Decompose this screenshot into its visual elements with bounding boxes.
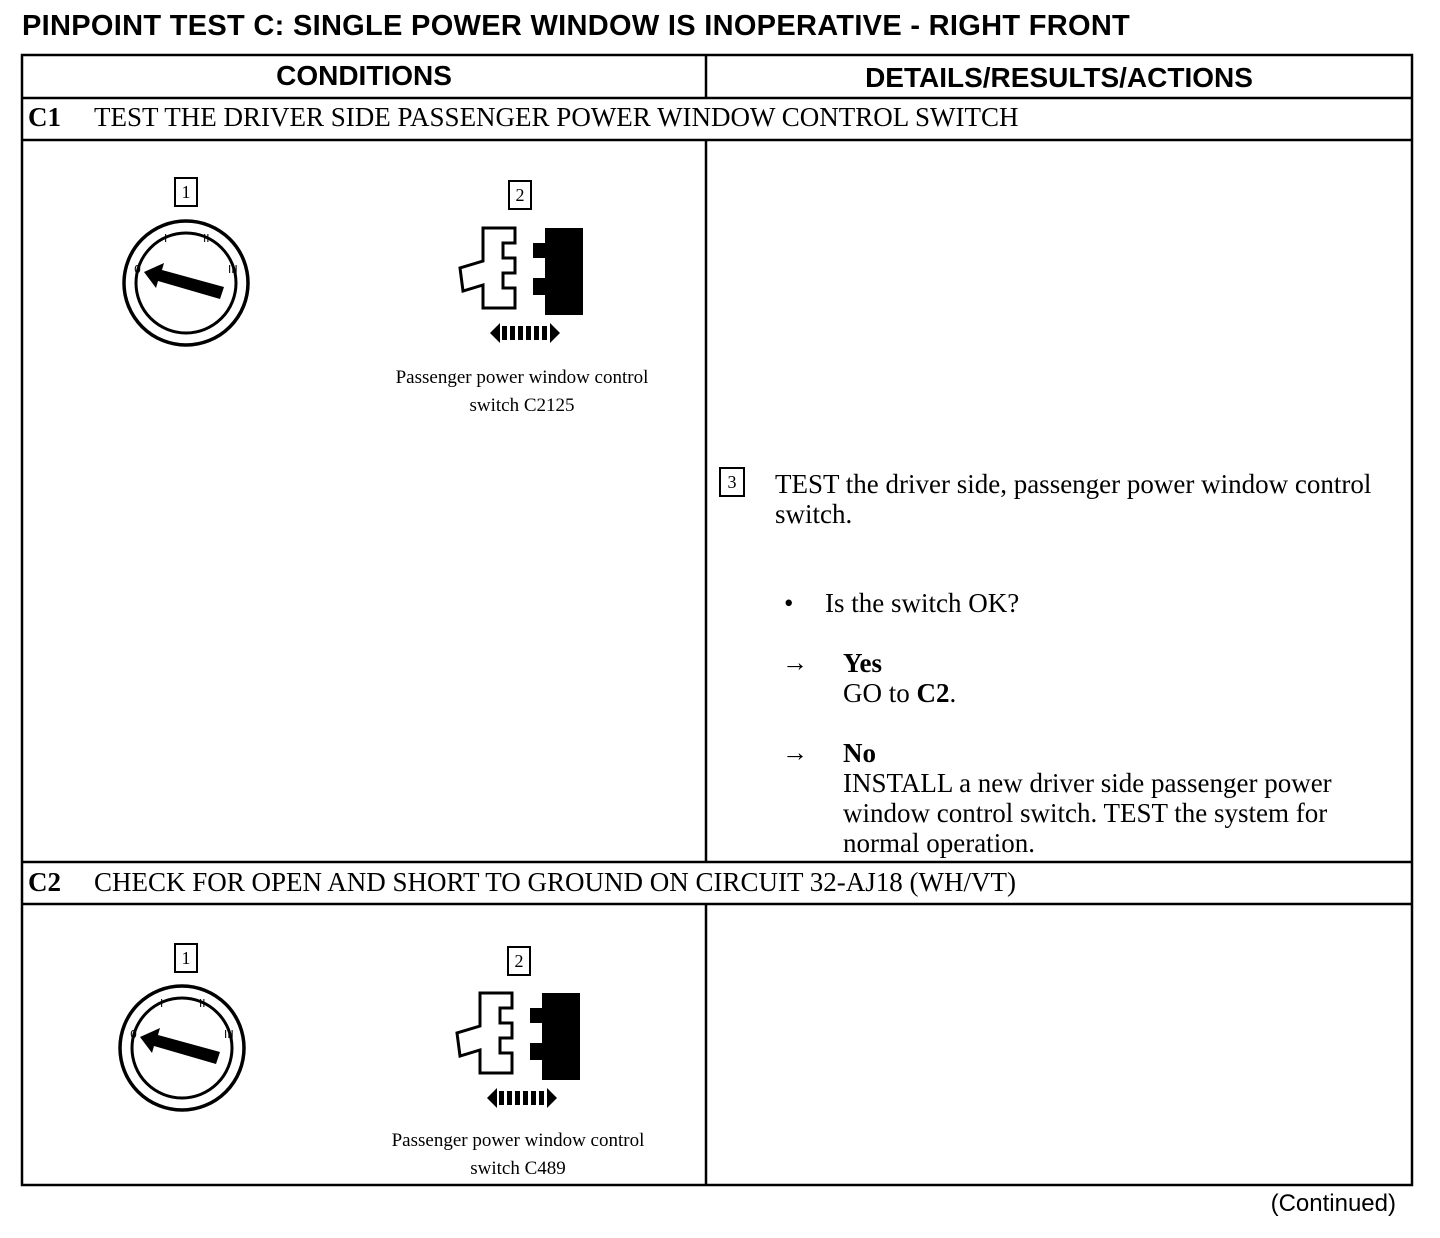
svg-text:0: 0: [130, 1028, 137, 1041]
svg-text:I: I: [160, 997, 164, 1010]
no-text: INSTALL a new driver side passenger power window control switch. TEST the system for normal operation.: [843, 768, 1332, 858]
page-title: PINPOINT TEST C: SINGLE POWER WINDOW IS INOPERATIVE - RIGHT FRONT: [22, 10, 1131, 42]
figure-step-box-2: 2: [507, 946, 531, 976]
caption-line: Passenger power window control: [395, 367, 649, 388]
no-branch: [843, 738, 1403, 858]
connector-disconnect-icon: [455, 223, 595, 348]
yes-label: Yes: [843, 648, 882, 678]
step-id: C1: [28, 102, 61, 132]
figure-step-box-1: 1: [174, 943, 198, 973]
svg-text:III: III: [228, 263, 238, 276]
column-header-actions: DETAILS/RESULTS/ACTIONS: [865, 62, 1253, 93]
no-label: No: [843, 738, 876, 768]
svg-text:I: I: [164, 232, 168, 245]
svg-text:II: II: [203, 232, 210, 245]
right-arrow-icon: →: [782, 738, 808, 767]
yes-text: GO to: [843, 678, 910, 708]
figure-caption: [360, 364, 684, 420]
caption-line: switch C489: [470, 1158, 566, 1179]
figure-caption: [356, 1127, 680, 1183]
figure-step-box-1: 1: [174, 177, 198, 207]
ignition-switch-off-icon: [116, 980, 256, 1120]
step-heading-c1: [28, 102, 1019, 133]
right-arrow-icon: →: [782, 648, 808, 677]
step-heading-text: TEST THE DRIVER SIDE PASSENGER POWER WINDOW CONTROL SWITCH: [94, 102, 1019, 132]
yes-target-link[interactable]: C2: [916, 678, 950, 708]
action-instruction: TEST the driver side, passenger power window control switch.: [775, 469, 1372, 529]
bullet-icon: •: [784, 588, 794, 618]
action-step-box-3: 3: [719, 467, 745, 497]
step-heading-text: CHECK FOR OPEN AND SHORT TO GROUND ON CIRCUIT 32-AJ18 (WH/VT): [94, 867, 1016, 897]
svg-text:0: 0: [134, 263, 141, 276]
column-header-conditions: CONDITIONS: [276, 60, 452, 91]
caption-line: Passenger power window control: [391, 1130, 645, 1151]
step-id: C2: [28, 867, 61, 897]
caption-line: switch C2125: [469, 395, 575, 416]
yes-branch: Yes GO to C2.: [843, 648, 957, 708]
action-question: Is the switch OK?: [825, 588, 1020, 618]
figure-step-box-2: 2: [508, 180, 532, 210]
connector-disconnect-icon: [452, 988, 592, 1113]
svg-text:III: III: [224, 1028, 234, 1041]
ignition-switch-off-icon: [120, 215, 260, 355]
continued-label: (Continued): [1270, 1190, 1396, 1217]
svg-text:II: II: [199, 997, 206, 1010]
step-heading-c2: [28, 867, 1016, 898]
